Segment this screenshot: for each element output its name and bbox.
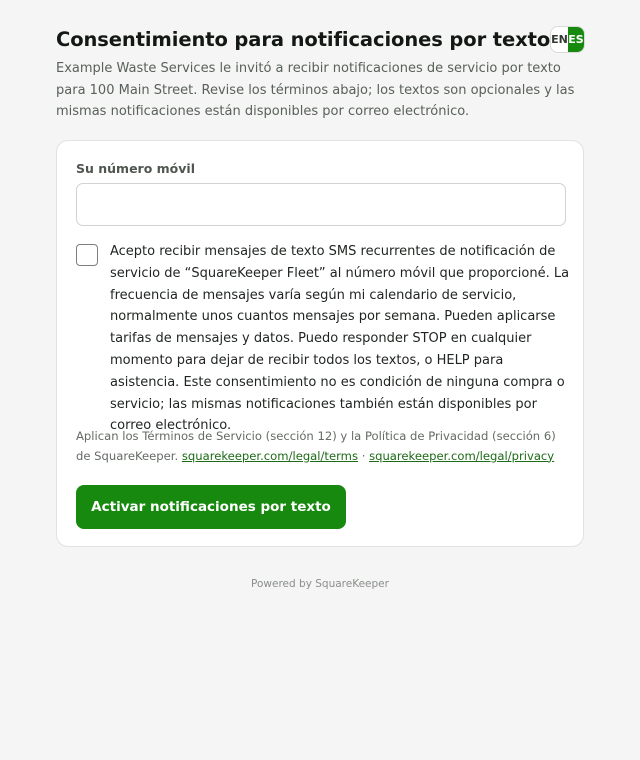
page-title: Consentimiento para notificaciones por texto: [56, 27, 551, 51]
legal-text: Aplican los Términos de Servicio (sección 12) y la Política de Privacidad (sección 6) de SquareKeeper.: [76, 429, 556, 463]
language-toggle: [550, 26, 585, 53]
intro-text: Example Waste Services le invitó a recibir notificaciones de servicio por texto para 100 Main Street. Revise los términos abajo; los textos son opcionales y las mismas notificaciones están disponibles por correo electrónico.: [56, 61, 575, 119]
header-row: [56, 24, 584, 54]
link-separator: ·: [361, 448, 366, 463]
lang-en-button[interactable]: EN: [551, 27, 568, 52]
page-header: [56, 24, 584, 123]
activate-sms-button[interactable]: Activar notificaciones por texto: [76, 485, 346, 529]
consent-checkbox[interactable]: [76, 244, 98, 266]
consent-text: Acepto recibir mensajes de texto SMS recurrentes de notificación de servicio de “SquareKeeper Fleet” al número móvil que proporcioné. La frecuencia de mensajes varía según mi calendario de servicio, normalmente unos cuantos mensajes por semana. Pueden aplicarse tarifas de mensajes y datos. Puedo responder STOP en cualquier momento para dejar de recibir todos los textos, o HELP para asistencia. Este consentimiento no es condición de ninguna compra o servicio; las mismas notificaciones también están disponibles por correo electrónico.: [110, 244, 570, 434]
phone-input[interactable]: [76, 183, 566, 226]
terms-link[interactable]: squarekeeper.com/legal/terms: [181, 448, 358, 463]
legal-notice: [76, 427, 571, 466]
privacy-link[interactable]: squarekeeper.com/legal/privacy: [369, 448, 555, 463]
powered-by-footer: Powered by SquareKeeper: [251, 578, 389, 590]
consent-form-card: [56, 140, 584, 547]
lang-es-button[interactable]: ES: [568, 27, 584, 52]
phone-label: Su número móvil: [76, 161, 195, 176]
